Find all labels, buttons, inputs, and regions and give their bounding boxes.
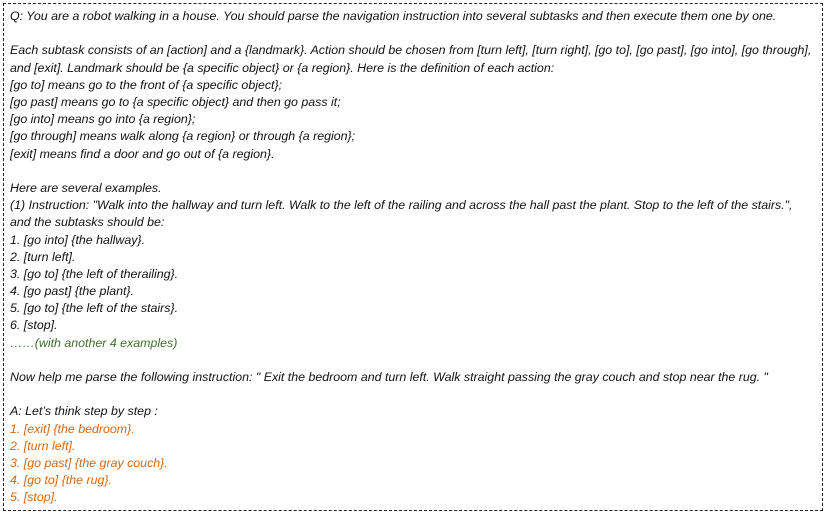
examples-header: Here are several examples.	[10, 180, 162, 195]
answer-step: 3. [go past] {the gray couch}.	[10, 455, 168, 470]
answer-step: 2. [turn left].	[10, 438, 76, 453]
answer-step: 4. [go to] {the rug}.	[10, 473, 112, 488]
more-examples-note: ……(with another 4 examples)	[10, 335, 178, 350]
definition-go-into: [go into] means go into {a region};	[10, 112, 196, 127]
definition-go-past: [go past] means go to {a specific object} and then go pass it;	[10, 94, 341, 109]
definition-go-through: [go through] means walk along {a region} or through {a region};	[10, 129, 356, 144]
spacer	[10, 163, 816, 180]
example-step: 4. [go past] {the plant}.	[10, 284, 135, 299]
example-step: 1. [go into] {the hallway}.	[10, 232, 146, 247]
spacer	[10, 352, 816, 369]
answer-step: 1. [exit] {the bedroom}.	[10, 421, 135, 436]
prompt-content	[10, 8, 816, 507]
subtask-definition: Each subtask consists of an [action] and a {landmark}. Action should be chosen from [turn left], [turn right], [go to], [go past], [go into], [go through], and [exit]. Landmark should be {a specific object} or {a region}. Here is the definition of each action:	[10, 43, 812, 75]
example-step: 2. [turn left].	[10, 249, 76, 264]
answer-intro: A: Let’s think step by step :	[10, 404, 158, 419]
example-step: 3. [go to] {the left of therailing}.	[10, 266, 179, 281]
question-intro: Q: You are a robot walking in a house. You should parse the navigation instruction into several subtasks and then execute them one by one.	[10, 9, 777, 23]
example-instruction: (1) Instruction: "Walk into the hallway and turn left. Walk to the left of the railing and across the hall past the plant. Stop to the left of the stairs.", and the subtasks should be:	[10, 198, 793, 230]
example-step: 6. [stop].	[10, 318, 58, 333]
spacer	[10, 386, 816, 403]
definition-exit: [exit] means find a door and go out of {a region}.	[10, 146, 275, 161]
spacer	[10, 25, 816, 42]
parse-request: Now help me parse the following instruction: " Exit the bedroom and turn left. Walk straight passing the gray couch and stop near the rug. "	[10, 370, 768, 385]
answer-step: 5. [stop].	[10, 490, 58, 505]
definition-go-to: [go to] means go to the front of {a specific object};	[10, 77, 283, 92]
example-step: 5. [go to] {the left of the stairs}.	[10, 301, 179, 316]
